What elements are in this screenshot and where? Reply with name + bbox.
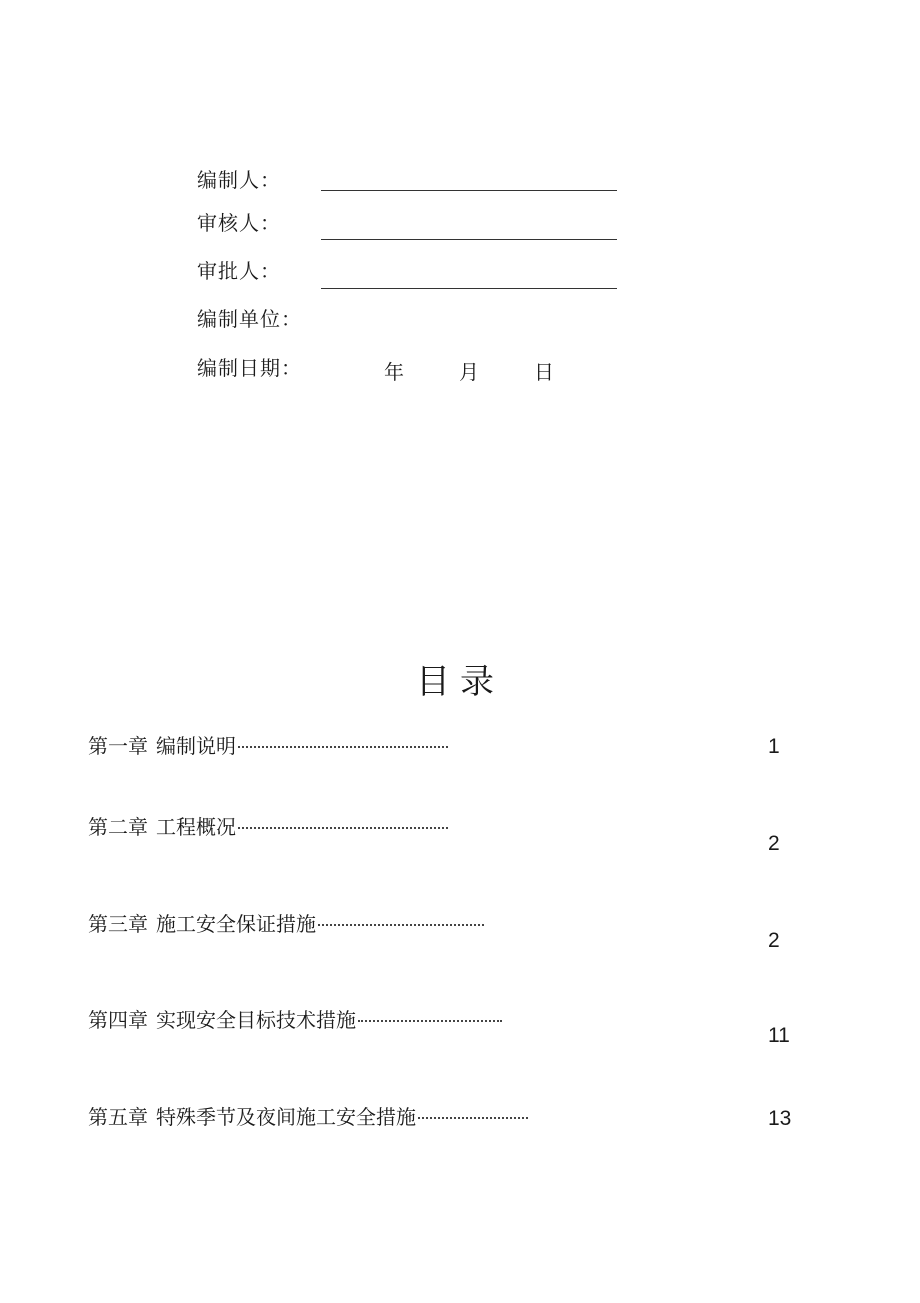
- reviewer-label: 审核人：: [197, 211, 281, 235]
- toc-leader-dots: [358, 1020, 502, 1022]
- approver-label: 审批人：: [197, 259, 281, 283]
- toc-entry-title: 特殊季节及夜间施工安全措施: [156, 1105, 416, 1129]
- toc-leader-dots: [238, 827, 448, 829]
- unit-label: 编制单位：: [197, 307, 302, 331]
- approver-signature-line: [321, 288, 617, 289]
- toc-entry[interactable]: [88, 1008, 502, 1032]
- toc-page-number: 2: [768, 832, 780, 855]
- preparer-label: 编制人：: [197, 168, 281, 192]
- toc-chapter: 第三章: [88, 912, 148, 936]
- toc-entry-title: 实现安全目标技术措施: [156, 1008, 356, 1032]
- toc-leader-dots: [238, 746, 448, 748]
- toc-entry-title: 编制说明: [156, 734, 236, 758]
- toc-page-number: 11: [768, 1024, 790, 1047]
- toc-page-number: 13: [768, 1107, 792, 1130]
- toc-leader-dots: [318, 924, 484, 926]
- toc-entry[interactable]: [88, 912, 484, 936]
- date-year: 年: [384, 360, 404, 384]
- preparer-signature-line: [321, 190, 617, 191]
- toc-title: 目录: [416, 662, 504, 702]
- toc-entry-title: 工程概况: [156, 815, 236, 839]
- toc-chapter: 第一章: [88, 734, 148, 758]
- date-month: 月: [459, 360, 479, 384]
- toc-page-number: 2: [768, 929, 780, 952]
- date-label: 编制日期：: [197, 356, 302, 380]
- toc-entry-title: 施工安全保证措施: [156, 912, 316, 936]
- toc-chapter: 第五章: [88, 1105, 148, 1129]
- toc-leader-dots: [418, 1117, 528, 1119]
- toc-page-number: 1: [768, 735, 780, 758]
- reviewer-signature-line: [321, 239, 617, 240]
- toc-chapter: 第四章: [88, 1008, 148, 1032]
- toc-chapter: 第二章: [88, 815, 148, 839]
- toc-entry[interactable]: [88, 815, 448, 839]
- toc-entry[interactable]: [88, 1105, 528, 1129]
- date-day: 日: [534, 360, 554, 384]
- toc-entry[interactable]: [88, 734, 448, 758]
